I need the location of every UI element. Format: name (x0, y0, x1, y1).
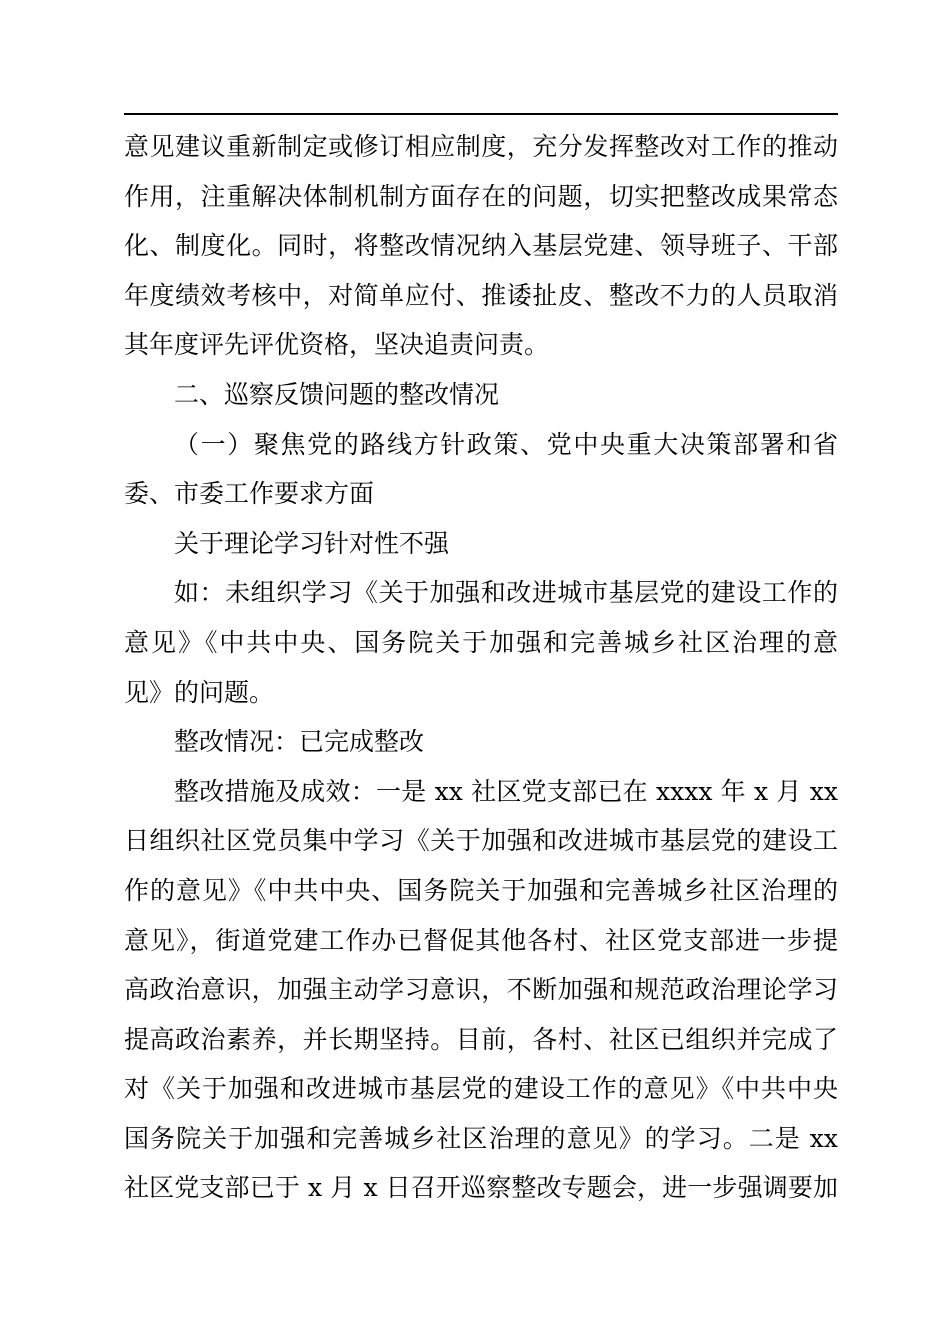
text-line: 作用，注重解决体制机制方面存在的问题，切实把整改成果常态 (124, 181, 838, 211)
text-line: 意见》《中共中央、国务院关于加强和完善城乡社区治理的意 (124, 627, 838, 657)
header-rule (124, 113, 838, 115)
text-line: 其年度评先评优资格，坚决追责问责。 (124, 330, 550, 360)
text-line: 提高政治素养，并长期坚持。目前，各村、社区已组织并完成了 (124, 1024, 838, 1054)
issue-title: 关于理论学习针对性不强 (174, 528, 450, 558)
text-line: 见》的问题。 (124, 677, 275, 707)
text-line: 年度绩效考核中，对简单应付、推诿扯皮、整改不力的人员取消 (124, 280, 838, 310)
text-line: 国务院关于加强和完善城乡社区治理的意见》的学习。二是 xx (124, 1123, 838, 1153)
text-line: 作的意见》《中共中央、国务院关于加强和完善城乡社区治理的 (124, 875, 838, 905)
text-line: 意见》，街道党建工作办已督促其他各村、社区党支部进一步提 (124, 925, 838, 955)
document-body (124, 122, 838, 1213)
text-line: 高政治意识，加强主动学习意识，不断加强和规范政治理论学习 (124, 975, 838, 1005)
text-line: 化、制度化。同时，将整改情况纳入基层党建、领导班子、干部 (124, 231, 838, 261)
subsection-heading: （一）聚焦党的路线方针政策、党中央重大决策部署和省 (174, 429, 838, 459)
section-heading: 二、巡察反馈问题的整改情况 (174, 379, 500, 409)
text-line: 如：未组织学习《关于加强和改进城市基层党的建设工作的 (174, 578, 838, 608)
text-line: 日组织社区党员集中学习《关于加强和改进城市基层党的建设工 (124, 826, 838, 856)
text-line: 社区党支部已于 x 月 x 日召开巡察整改专题会，进一步强调要加 (124, 1173, 838, 1203)
text-line: 整改措施及成效：一是 xx 社区党支部已在 xxxx 年 x 月 xx (174, 776, 838, 806)
status-line: 整改情况：已完成整改 (174, 727, 425, 757)
text-line: 对《关于加强和改进城市基层党的建设工作的意见》《中共中央 (124, 1074, 838, 1104)
subsection-heading-cont: 委、市委工作要求方面 (124, 479, 375, 509)
text-line: 意见建议重新制定或修订相应制度，充分发挥整改对工作的推动 (124, 132, 838, 161)
